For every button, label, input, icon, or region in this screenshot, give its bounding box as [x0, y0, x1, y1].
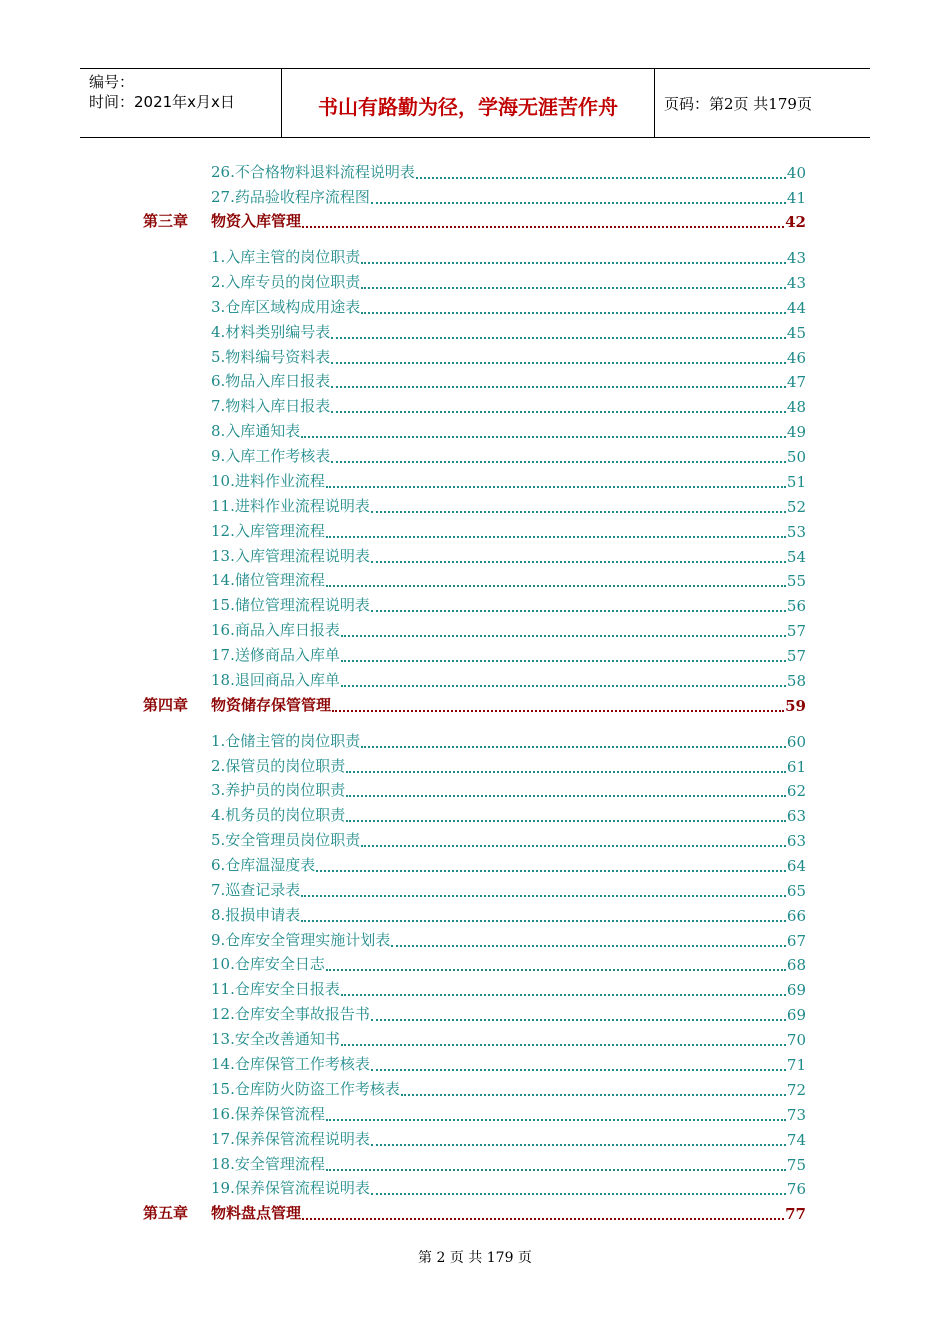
- toc-dot-leader: [361, 248, 786, 264]
- toc-entry-row[interactable]: [211, 494, 806, 516]
- toc-entry-label: 2.保管员的岗位职责: [211, 757, 346, 775]
- toc-entry-label: 8.入库通知表: [211, 422, 301, 440]
- toc-entry-label: 10.仓库安全日志: [211, 955, 325, 973]
- toc-entry-row[interactable]: [211, 519, 806, 541]
- toc-page-number: 73: [786, 1106, 806, 1124]
- toc-page-number: 68: [786, 956, 806, 974]
- toc-dot-leader: [361, 298, 786, 314]
- toc-page-number: 52: [786, 498, 806, 516]
- toc-page-number: 40: [786, 164, 806, 182]
- toc-entry-label: 9.仓库安全管理实施计划表: [211, 931, 391, 949]
- toc-page-number: 49: [786, 423, 806, 441]
- toc-dot-leader: [332, 696, 784, 712]
- toc-entry-row[interactable]: [211, 320, 806, 342]
- toc-chapter-row[interactable]: [143, 1201, 806, 1223]
- toc-entry-row[interactable]: [211, 1052, 806, 1074]
- toc-entry-row[interactable]: [211, 754, 806, 776]
- toc-chapter-row[interactable]: [143, 693, 806, 715]
- toc-page-number: 47: [786, 373, 806, 391]
- toc-page-number: 60: [786, 733, 806, 751]
- toc-dot-leader: [341, 980, 786, 996]
- toc-dot-leader: [361, 732, 786, 748]
- toc-dot-leader: [302, 1204, 784, 1220]
- toc-entry-label: 11.仓库安全日报表: [211, 980, 340, 998]
- toc-dot-leader: [331, 372, 786, 388]
- toc-page-number: 58: [786, 672, 806, 690]
- toc-entry-label: 15.仓库防火防盗工作考核表: [211, 1080, 400, 1098]
- toc-entry-label: 4.材料类别编号表: [211, 323, 331, 341]
- header-page-cell: [655, 69, 870, 137]
- toc-dot-leader: [361, 273, 786, 289]
- toc-chapter-title: [143, 694, 331, 715]
- header-table: [80, 68, 870, 138]
- toc-entry-label: 13.入库管理流程说明表: [211, 547, 370, 565]
- toc-dot-leader: [371, 1130, 786, 1146]
- toc-chapter-label: 物料盘点管理: [211, 1204, 302, 1222]
- toc-entry-label: 10.进料作业流程: [211, 472, 325, 490]
- toc-entry-row[interactable]: [211, 803, 806, 825]
- toc-dot-leader: [331, 348, 786, 364]
- toc-entry-label: 3.仓库区域构成用途表: [211, 298, 361, 316]
- toc-dot-leader: [371, 497, 786, 513]
- toc-entry-label: 6.物品入库日报表: [211, 372, 331, 390]
- toc-page-number: 45: [786, 324, 806, 342]
- toc-dot-leader: [316, 856, 786, 872]
- toc-entry-label: 27.药品验收程序流程图: [211, 188, 370, 206]
- toc-chapter-number: 第五章: [143, 1204, 189, 1222]
- toc-page-number: 48: [786, 398, 806, 416]
- toc-entry-label: 3.养护员的岗位职责: [211, 781, 346, 799]
- toc-entry-label: 26.不合格物料退料流程说明表: [211, 163, 415, 181]
- toc-entry-label: 5.安全管理员岗位职责: [211, 831, 361, 849]
- toc-entry-label: 7.巡查记录表: [211, 881, 301, 899]
- toc-dot-leader: [341, 671, 786, 687]
- toc-entry-label: 19.保养保管流程说明表: [211, 1179, 370, 1197]
- toc-page-number: 55: [786, 572, 806, 590]
- toc-page-number: 67: [786, 932, 806, 950]
- toc-dot-leader: [371, 547, 786, 563]
- toc-page-number: 43: [786, 249, 806, 267]
- document-number: 编号：: [89, 73, 135, 91]
- toc-page-number: 42: [785, 213, 806, 231]
- toc-chapter-title: [143, 210, 301, 231]
- toc-page-number: 56: [786, 597, 806, 615]
- toc-entry-label: 14.储位管理流程: [211, 571, 325, 589]
- toc-entry-row[interactable]: [211, 185, 806, 207]
- toc-entry-row[interactable]: [211, 369, 806, 391]
- toc-dot-leader: [326, 571, 786, 587]
- toc-entry-label: 1.入库主管的岗位职责: [211, 248, 361, 266]
- toc-page-number: 70: [786, 1031, 806, 1049]
- toc-entry-row[interactable]: [211, 1002, 806, 1024]
- toc-chapter-label: 物资入库管理: [211, 212, 302, 230]
- toc-page-number: 66: [786, 907, 806, 925]
- toc-dot-leader: [371, 1179, 786, 1195]
- toc-page-number: 77: [785, 1205, 806, 1223]
- toc-entry-row[interactable]: [211, 1077, 806, 1099]
- toc-entry-row[interactable]: [211, 419, 806, 441]
- toc-entry-label: 1.仓储主管的岗位职责: [211, 732, 361, 750]
- toc-page-number: 41: [786, 189, 806, 207]
- toc-entry-label: 4.机务员的岗位职责: [211, 806, 346, 824]
- toc-dot-leader: [361, 831, 786, 847]
- toc-dot-leader: [346, 757, 786, 773]
- toc-page-number: 43: [786, 274, 806, 292]
- toc-entry-row[interactable]: [211, 1152, 806, 1174]
- toc-page-number: 64: [786, 857, 806, 875]
- page-footer: 第 2 页 共 179 页: [418, 1250, 532, 1266]
- document-time: 时间：2021年x月x日: [89, 93, 235, 111]
- toc-dot-leader: [371, 1005, 786, 1021]
- toc-page-number: 72: [786, 1081, 806, 1099]
- toc-entry-row[interactable]: [211, 903, 806, 925]
- toc-page-number: 63: [786, 832, 806, 850]
- toc-page-number: 76: [786, 1180, 806, 1198]
- toc-entry-label: 17.送修商品入库单: [211, 646, 340, 664]
- toc-entry-label: 15.储位管理流程说明表: [211, 596, 370, 614]
- toc-page-number: 51: [786, 473, 806, 491]
- toc-entry-row[interactable]: [211, 394, 806, 416]
- toc-page-number: 62: [786, 782, 806, 800]
- toc-entry-label: 9.入库工作考核表: [211, 447, 331, 465]
- toc-page-number: 44: [786, 299, 806, 317]
- toc-page-number: 57: [786, 647, 806, 665]
- toc-entry-row[interactable]: [211, 618, 806, 640]
- header-motto-cell: [282, 69, 655, 137]
- toc-dot-leader: [401, 1080, 786, 1096]
- toc-page-number: 65: [786, 882, 806, 900]
- toc-dot-leader: [341, 646, 786, 662]
- toc-entry-row[interactable]: [211, 295, 806, 317]
- toc-entry-row[interactable]: [211, 853, 806, 875]
- toc-entry-row[interactable]: [211, 828, 806, 850]
- toc-page-number: 50: [786, 448, 806, 466]
- toc-chapter-title: [143, 1202, 301, 1223]
- toc-entry-label: 14.仓库保管工作考核表: [211, 1055, 370, 1073]
- toc-chapter-row[interactable]: [143, 209, 806, 231]
- toc-entry-row[interactable]: [211, 345, 806, 367]
- toc-dot-leader: [391, 931, 786, 947]
- toc-entry-row[interactable]: [211, 668, 806, 690]
- toc-page-number: 46: [786, 349, 806, 367]
- toc-entry-row[interactable]: [211, 160, 806, 182]
- toc-dot-leader: [416, 163, 786, 179]
- toc-dot-leader: [371, 1055, 786, 1071]
- toc-entry-row[interactable]: [211, 643, 806, 665]
- toc-dot-leader: [341, 1030, 786, 1046]
- toc-entry-label: 5.物料编号资料表: [211, 348, 331, 366]
- toc-entry-label: 16.保养保管流程: [211, 1105, 325, 1123]
- toc-entry-row[interactable]: [211, 593, 806, 615]
- toc-entry-row[interactable]: [211, 469, 806, 491]
- toc-entry-label: 12.入库管理流程: [211, 522, 325, 540]
- toc-entry-row[interactable]: [211, 568, 806, 590]
- toc-entry-label: 8.报损申请表: [211, 906, 301, 924]
- toc-page-number: 71: [786, 1056, 806, 1074]
- toc-dot-leader: [301, 881, 786, 897]
- toc-entry-row[interactable]: [211, 729, 806, 751]
- toc-entry-label: 7.物料入库日报表: [211, 397, 331, 415]
- toc-dot-leader: [371, 188, 786, 204]
- toc-entry-label: 13.安全改善通知书: [211, 1030, 340, 1048]
- toc-dot-leader: [346, 781, 786, 797]
- toc-entry-label: 18.安全管理流程: [211, 1155, 325, 1173]
- toc-page-number: 69: [786, 981, 806, 999]
- toc-dot-leader: [301, 906, 786, 922]
- toc-dot-leader: [331, 397, 786, 413]
- toc-page-number: 74: [786, 1131, 806, 1149]
- toc-entry-row[interactable]: [211, 1127, 806, 1149]
- toc-entry-row[interactable]: [211, 1027, 806, 1049]
- toc-dot-leader: [331, 447, 786, 463]
- toc-page-number: 63: [786, 807, 806, 825]
- toc-entry-label: 11.进料作业流程说明表: [211, 497, 370, 515]
- toc-dot-leader: [326, 955, 786, 971]
- toc-entry-label: 12.仓库安全事故报告书: [211, 1005, 370, 1023]
- toc-entry-row[interactable]: [211, 444, 806, 466]
- toc-page-number: 53: [786, 523, 806, 541]
- toc-dot-leader: [326, 1155, 786, 1171]
- toc-page-number: 57: [786, 622, 806, 640]
- toc-dot-leader: [326, 522, 786, 538]
- toc-dot-leader: [331, 323, 786, 339]
- toc-page-number: 59: [785, 697, 806, 715]
- toc-dot-leader: [346, 806, 786, 822]
- header-motto: 书山有路勤为径，学海无涯苦作舟: [318, 95, 618, 119]
- toc-chapter-number: 第三章: [143, 212, 189, 230]
- toc-entry-label: 18.退回商品入库单: [211, 671, 340, 689]
- toc-entry-row[interactable]: [211, 270, 806, 292]
- toc-entry-label: 6.仓库温湿度表: [211, 856, 316, 874]
- toc-chapter-number: 第四章: [143, 696, 189, 714]
- toc-dot-leader: [326, 1105, 786, 1121]
- toc-page-number: 69: [786, 1006, 806, 1024]
- toc-dot-leader: [371, 596, 786, 612]
- toc-entry-row[interactable]: [211, 952, 806, 974]
- toc-chapter-label: 物资储存保管管理: [211, 696, 332, 714]
- header-page-info: 页码：第2页 共179页: [664, 95, 812, 113]
- toc-page-number: 54: [786, 548, 806, 566]
- toc-entry-row[interactable]: [211, 778, 806, 800]
- toc-dot-leader: [302, 212, 784, 228]
- header-meta-cell: [80, 69, 282, 137]
- toc-entry-row[interactable]: [211, 1102, 806, 1124]
- toc-entry-label: 16.商品入库日报表: [211, 621, 340, 639]
- toc-dot-leader: [341, 621, 786, 637]
- toc-entry-label: 2.入库专员的岗位职责: [211, 273, 361, 291]
- toc-entry-row[interactable]: [211, 977, 806, 999]
- toc-dot-leader: [326, 472, 786, 488]
- toc-dot-leader: [301, 422, 786, 438]
- toc-page-number: 75: [786, 1156, 806, 1174]
- toc-entry-row[interactable]: [211, 245, 806, 267]
- toc-page-number: 61: [786, 758, 806, 776]
- toc-entry-row[interactable]: [211, 544, 806, 566]
- toc-entry-row[interactable]: [211, 928, 806, 950]
- toc-entry-label: 17.保养保管流程说明表: [211, 1130, 370, 1148]
- toc-entry-row[interactable]: [211, 878, 806, 900]
- toc-entry-row[interactable]: [211, 1176, 806, 1198]
